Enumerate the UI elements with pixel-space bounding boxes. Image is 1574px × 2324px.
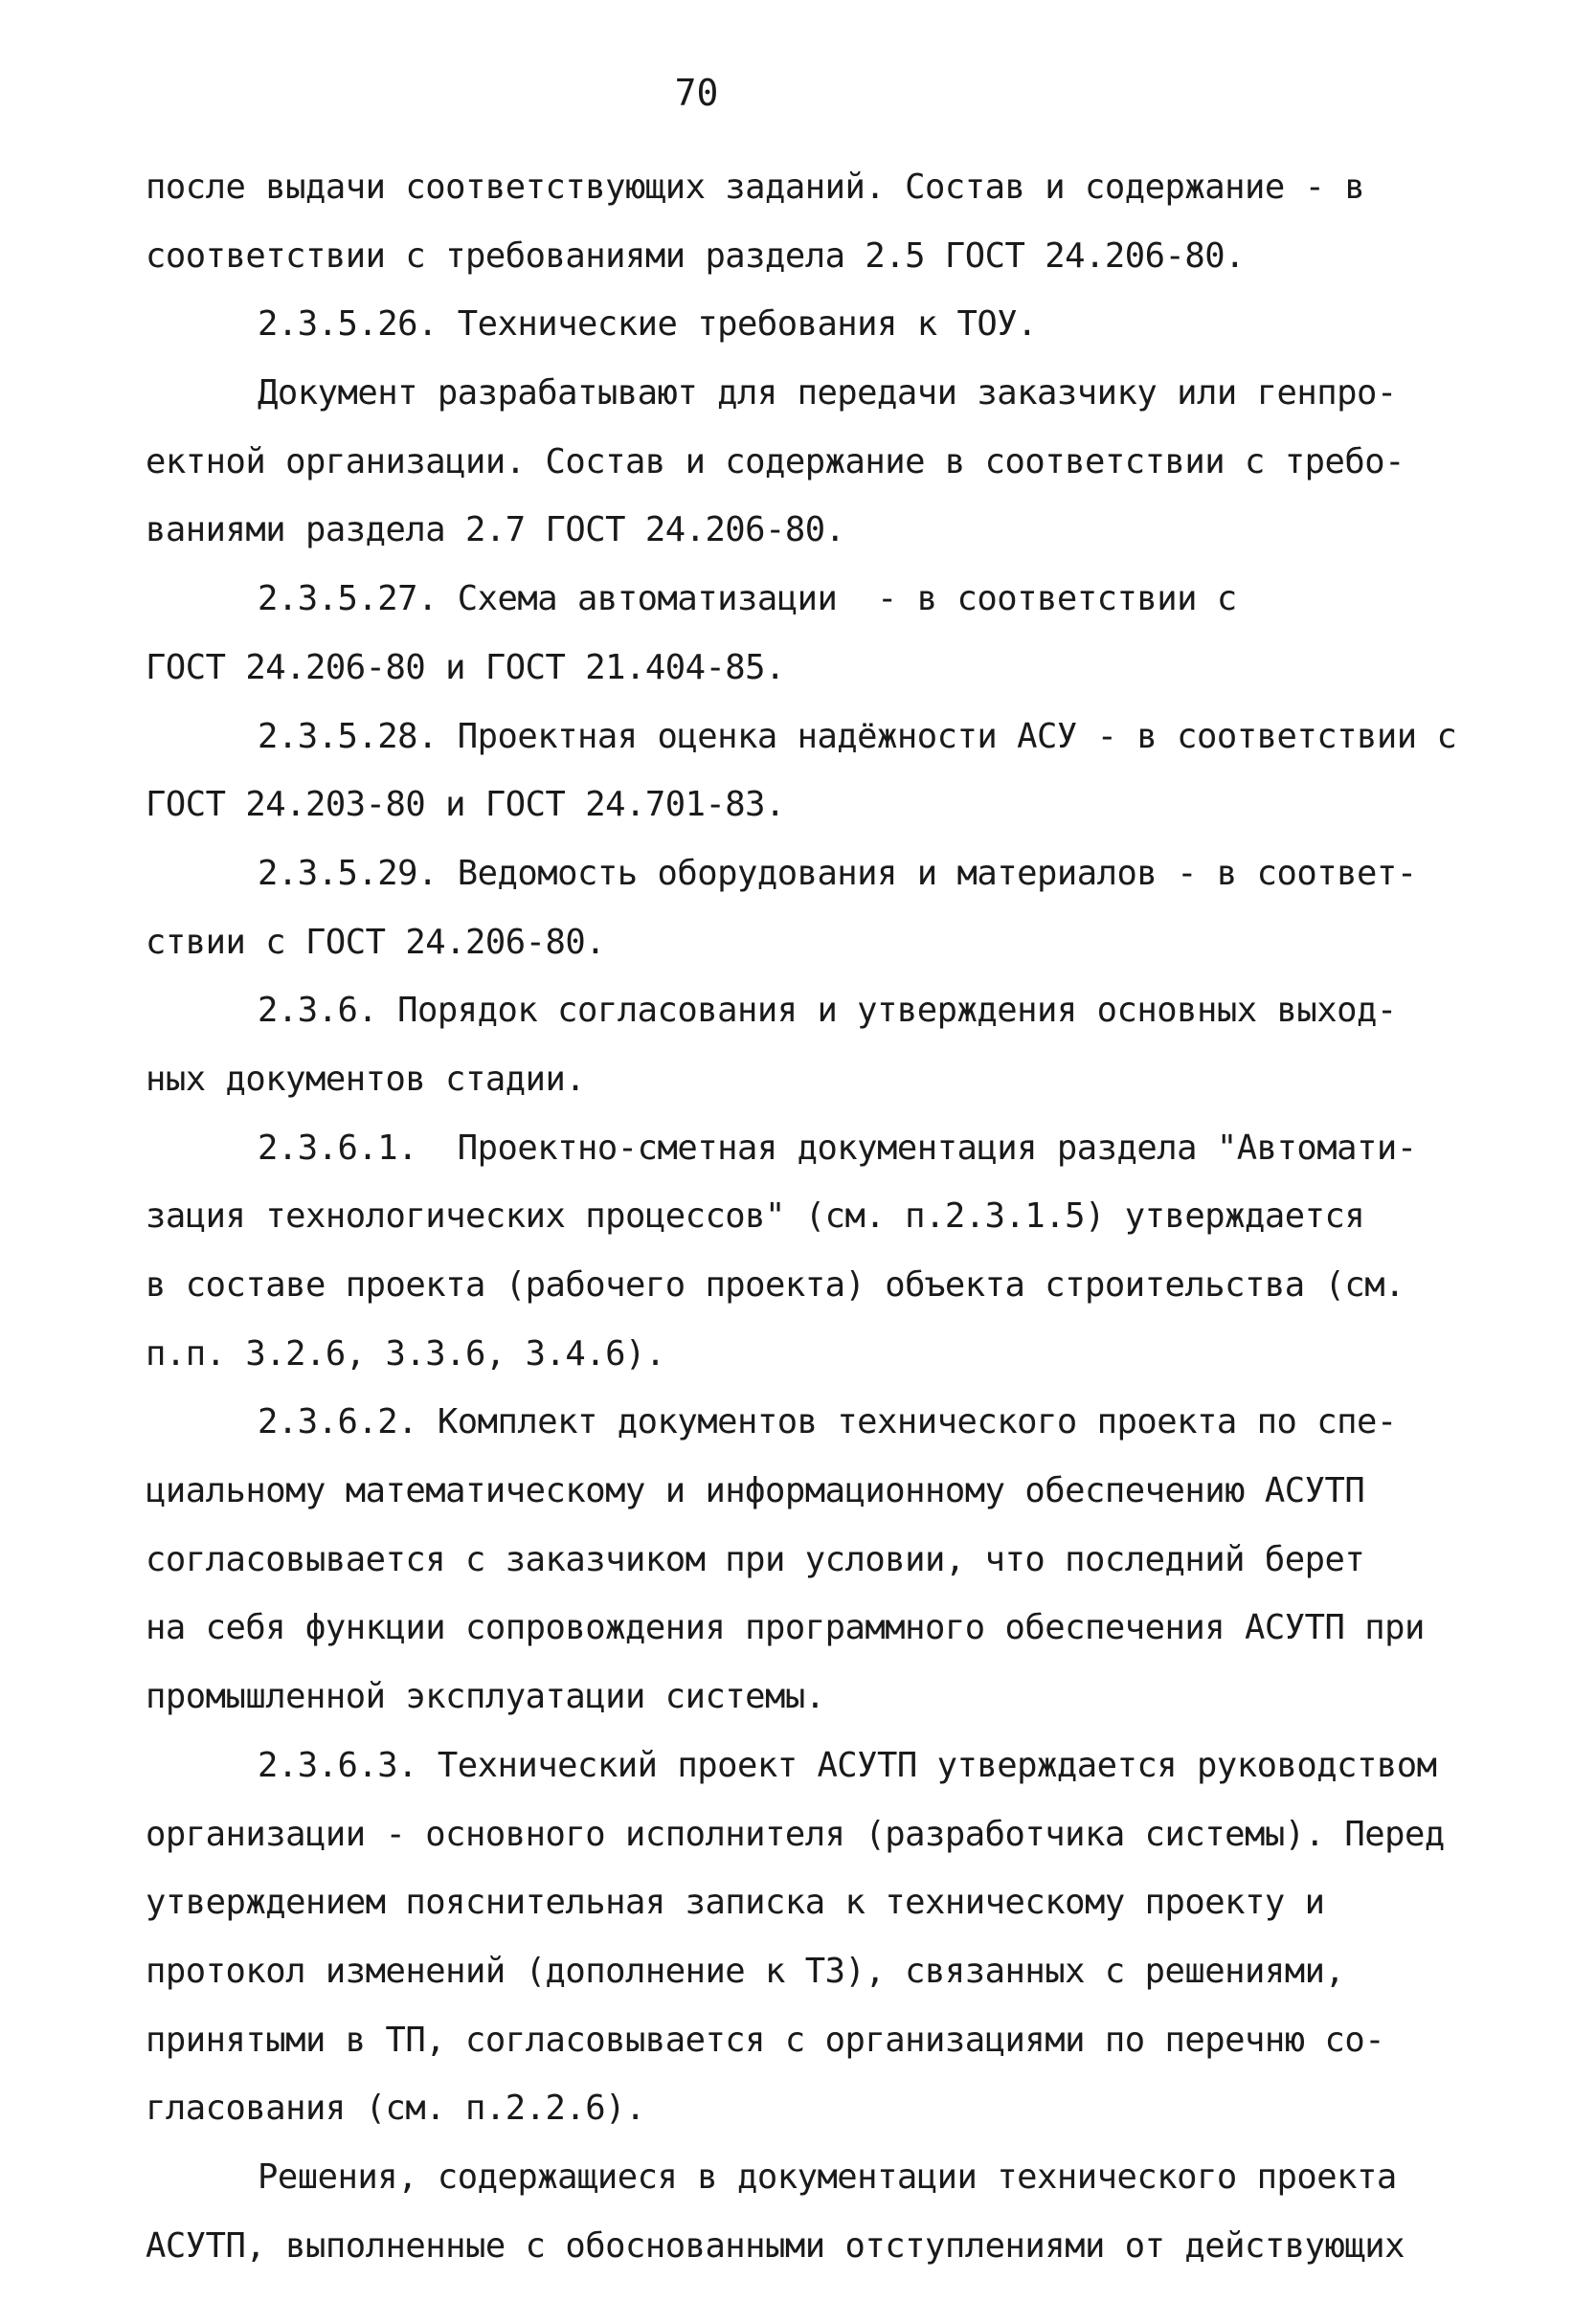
text-line: в составе проекта (рабочего проекта) объекта строительства (см. <box>146 1265 1405 1305</box>
text-line: ствии с ГОСТ 24.206-80. <box>146 922 606 962</box>
text-line: циальному математическому и информационному обеспечению АСУТП <box>146 1471 1365 1511</box>
text-line: 2.3.6. Порядок согласования и утверждения основных выход- <box>258 991 1397 1031</box>
text-line: Документ разрабатывают для передачи заказчику или генпро- <box>258 373 1397 413</box>
document-body <box>146 153 1505 2280</box>
text-line: протокол изменений (дополнение к ТЗ), связанных с решениями, <box>146 1951 1345 1991</box>
text-line: утверждением пояснительная записка к техническому проекту и <box>146 1883 1325 1923</box>
text-line: 2.3.5.28. Проектная оценка надёжности АСУ - в соответствии с <box>258 716 1457 756</box>
text-line: 2.3.5.26. Технические требования к ТОУ. <box>258 304 1038 345</box>
page-number: 70 <box>674 72 719 114</box>
text-line: 2.3.5.29. Ведомость оборудования и материалов - в соответ- <box>258 853 1417 893</box>
text-line: гласования (см. п.2.2.6). <box>146 2089 645 2129</box>
text-line: Решения, содержащиеся в документации технического проекта <box>258 2156 1397 2197</box>
text-line: п.п. 3.2.6, 3.3.6, 3.4.6). <box>146 1333 665 1374</box>
text-line: 2.3.6.1. Проектно-сметная документация раздела "Автомати- <box>258 1128 1417 1168</box>
text-line: согласовывается с заказчиком при условии, что последний берет <box>146 1539 1365 1579</box>
text-line: на себя функции сопровождения программного обеспечения АСУТП при <box>146 1608 1425 1648</box>
text-line: 2.3.6.3. Технический проект АСУТП утверждается руководством <box>258 1745 1437 1785</box>
text-line: ных документов стадии. <box>146 1059 586 1099</box>
text-line: ГОСТ 24.203-80 и ГОСТ 24.701-83. <box>146 785 785 825</box>
text-line: соответствии с требованиями раздела 2.5 ГОСТ 24.206-80. <box>146 235 1246 276</box>
text-line: после выдачи соответствующих заданий. Состав и содержание - в <box>146 168 1365 207</box>
text-line: принятыми в ТП, согласовывается с организациями по перечню со- <box>146 2020 1385 2060</box>
text-line: организации - основного исполнителя (разработчика системы). Перед <box>146 1814 1445 1854</box>
text-line: АСУТП, выполненные с обоснованными отступлениями от действующих <box>146 2225 1405 2266</box>
text-line: 2.3.6.2. Комплект документов технического проекта по спе- <box>258 1402 1397 1442</box>
text-line: промышленной эксплуатации системы. <box>146 1677 825 1717</box>
text-line: ваниями раздела 2.7 ГОСТ 24.206-80. <box>146 510 845 550</box>
text-line: ектной организации. Состав и содержание в соответствии с требо- <box>146 441 1405 481</box>
text-line: ГОСТ 24.206-80 и ГОСТ 21.404-85. <box>146 647 785 687</box>
text-line: 2.3.5.27. Схема автоматизации - в соответствии с <box>258 579 1237 619</box>
text-line: зация технологических процессов" (см. п.2.3.1.5) утверждается <box>146 1196 1365 1237</box>
